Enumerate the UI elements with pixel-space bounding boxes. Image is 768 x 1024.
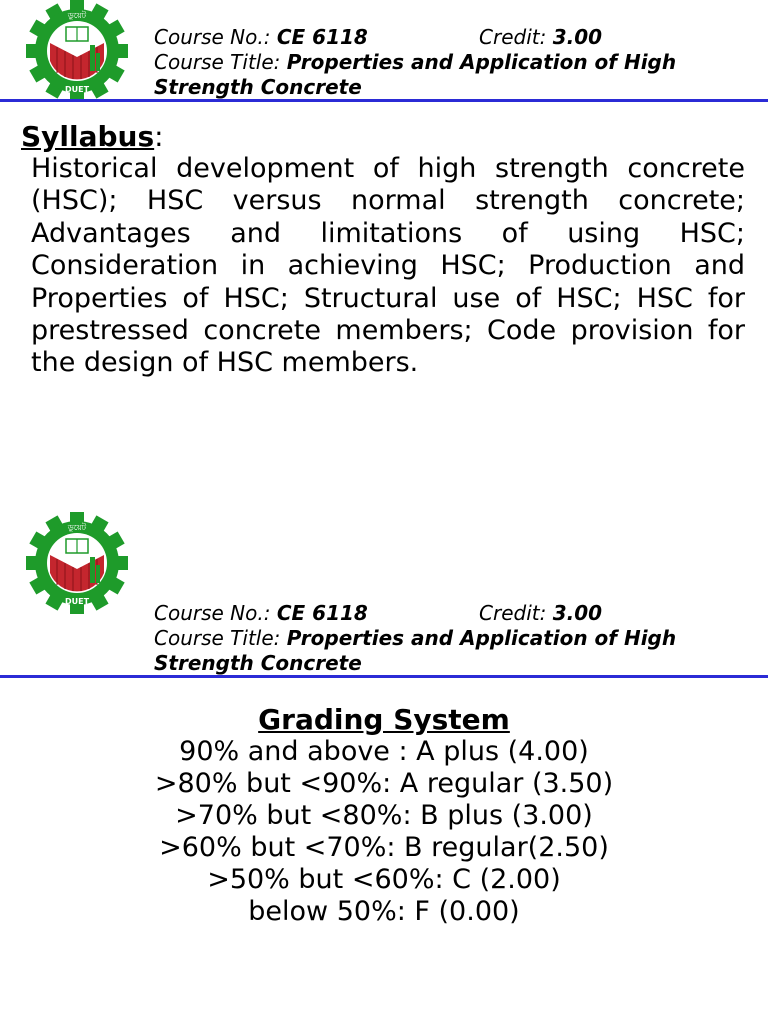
svg-text:DUET: DUET <box>64 85 90 94</box>
syllabus-heading: Syllabus: <box>21 120 164 153</box>
course-header <box>154 601 676 676</box>
grading-line: >60% but <70%: B regular(2.50) <box>159 832 609 863</box>
course-title-line1: Properties and Application of High <box>286 50 677 74</box>
grading-heading: Grading System <box>258 703 510 736</box>
grading-line: 90% and above : A plus (4.00) <box>179 736 589 767</box>
course-title-line2: Strength Concrete <box>154 75 362 99</box>
grading-line: >50% but <60%: C (2.00) <box>207 864 561 895</box>
svg-text:ডুয়েট: ডুয়েট <box>67 523 87 532</box>
course-no: CE 6118 <box>276 25 368 49</box>
course-title-line2: Strength Concrete <box>154 651 362 675</box>
course-title-label: Course Title: <box>154 50 281 74</box>
syllabus-body: Historical development of high strength concrete (HSC); HSC versus normal strength concrete; Advantages and limitations of using HSC; Consideration in achieving HSC; Production and Properties of HSC; Structural use of HSC; HSC for prestressed concrete members; Code provision for the design of HSC members. <box>31 153 745 379</box>
course-no-label: Course No.: <box>154 25 271 49</box>
slide-grading <box>0 512 768 1024</box>
credit-label: Credit: <box>479 25 547 49</box>
course-no: CE 6118 <box>276 601 368 625</box>
grading-line: >80% but <90%: A regular (3.50) <box>154 768 614 799</box>
credit-value: 3.00 <box>552 25 603 49</box>
credit-value: 3.00 <box>552 601 603 625</box>
duet-logo-icon <box>24 0 130 102</box>
credit-label: Credit: <box>479 601 547 625</box>
grading-line: below 50%: F (0.00) <box>248 896 520 927</box>
header-divider <box>0 675 768 678</box>
svg-text:DUET: DUET <box>64 597 90 606</box>
course-header <box>154 25 676 100</box>
duet-logo-icon <box>24 512 130 614</box>
grading-line: >70% but <80%: B plus (3.00) <box>175 800 593 831</box>
course-title-label: Course Title: <box>154 626 281 650</box>
grading-section <box>0 704 768 928</box>
header-divider <box>0 99 768 102</box>
svg-text:ডুয়েট: ডুয়েট <box>67 11 87 20</box>
course-no-label: Course No.: <box>154 601 271 625</box>
course-title-line1: Properties and Application of High <box>286 626 677 650</box>
